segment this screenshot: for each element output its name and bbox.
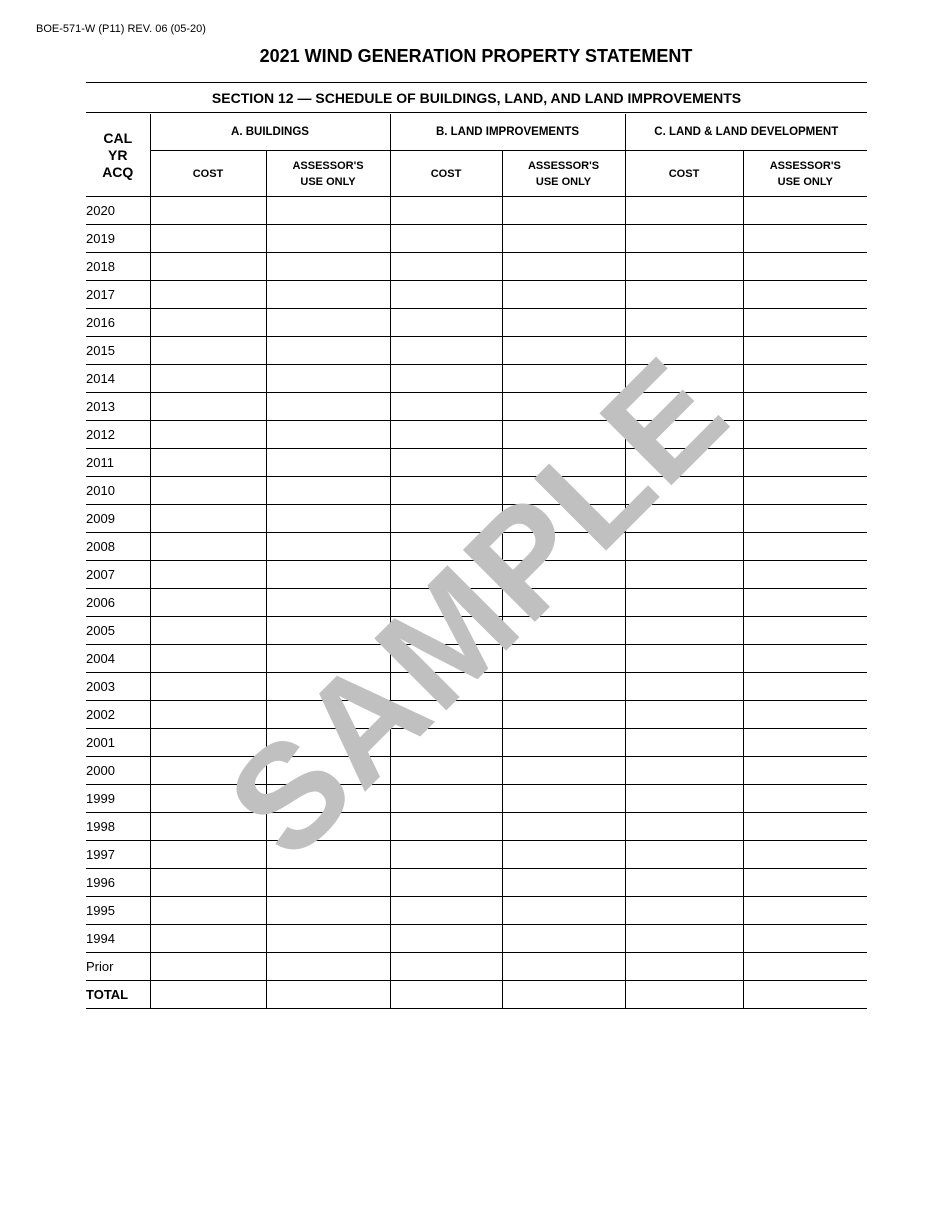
land-improvements-cost-cell[interactable] xyxy=(390,309,502,337)
buildings-cost-cell[interactable] xyxy=(150,281,266,309)
buildings-assessor-cell xyxy=(266,533,390,561)
buildings-assessor-cell xyxy=(266,617,390,645)
year-label: TOTAL xyxy=(86,981,150,1009)
year-label: 2010 xyxy=(86,477,150,505)
land-improvements-assessor-cell xyxy=(502,897,625,925)
assessor-header-line-2: USE ONLY xyxy=(777,175,833,188)
land-improvements-assessor-cell xyxy=(502,981,625,1009)
land-development-assessor-cell xyxy=(743,617,867,645)
land-improvements-assessor-cell xyxy=(502,253,625,281)
year-label: 1997 xyxy=(86,841,150,869)
land-improvements-assessor-header xyxy=(502,151,625,197)
land-development-cost-cell[interactable] xyxy=(625,673,743,701)
land-development-assessor-cell xyxy=(743,253,867,281)
land-improvements-cost-cell[interactable] xyxy=(390,561,502,589)
schedule-table xyxy=(86,114,867,1009)
buildings-assessor-cell xyxy=(266,337,390,365)
land-improvements-assessor-cell xyxy=(502,561,625,589)
sub-header-row xyxy=(86,151,867,197)
land-development-assessor-cell xyxy=(743,897,867,925)
land-development-assessor-cell xyxy=(743,729,867,757)
land-development-assessor-cell xyxy=(743,673,867,701)
land-improvements-assessor-cell xyxy=(502,337,625,365)
land-improvements-cost-cell[interactable] xyxy=(390,253,502,281)
group-header-buildings: A. BUILDINGS xyxy=(150,114,390,151)
year-label: 2004 xyxy=(86,645,150,673)
buildings-assessor-cell xyxy=(266,365,390,393)
table-row xyxy=(86,393,867,421)
buildings-assessor-cell xyxy=(266,225,390,253)
table-row xyxy=(86,589,867,617)
land-development-assessor-cell xyxy=(743,477,867,505)
buildings-assessor-cell xyxy=(266,561,390,589)
table-row xyxy=(86,337,867,365)
year-label: 2005 xyxy=(86,617,150,645)
land-development-cost-cell[interactable] xyxy=(625,281,743,309)
land-improvements-assessor-cell xyxy=(502,953,625,981)
buildings-cost-cell[interactable] xyxy=(150,365,266,393)
assessor-header-line-1: ASSESSOR'S xyxy=(292,159,364,172)
buildings-cost-cell[interactable] xyxy=(150,561,266,589)
land-improvements-cost-cell[interactable] xyxy=(390,981,502,1009)
year-label: 2017 xyxy=(86,281,150,309)
land-development-assessor-header xyxy=(743,151,867,197)
land-development-assessor-cell xyxy=(743,785,867,813)
land-improvements-cost-cell[interactable] xyxy=(390,953,502,981)
buildings-assessor-cell xyxy=(266,925,390,953)
land-development-cost-cell[interactable] xyxy=(625,365,743,393)
buildings-assessor-cell xyxy=(266,197,390,225)
table-row xyxy=(86,505,867,533)
land-development-assessor-cell xyxy=(743,197,867,225)
table-row xyxy=(86,253,867,281)
land-improvements-assessor-cell xyxy=(502,421,625,449)
land-improvements-cost-cell[interactable] xyxy=(390,841,502,869)
land-development-cost-cell[interactable] xyxy=(625,785,743,813)
buildings-assessor-header xyxy=(266,151,390,197)
table-row xyxy=(86,561,867,589)
buildings-assessor-cell xyxy=(266,757,390,785)
land-development-assessor-cell xyxy=(743,869,867,897)
table-row xyxy=(86,701,867,729)
buildings-cost-cell[interactable] xyxy=(150,841,266,869)
table-row xyxy=(86,841,867,869)
table-row xyxy=(86,757,867,785)
buildings-cost-cell[interactable] xyxy=(150,393,266,421)
land-development-assessor-cell xyxy=(743,225,867,253)
land-development-cost-cell[interactable] xyxy=(625,533,743,561)
sample-watermark: SAMPLE xyxy=(197,327,759,889)
table-row xyxy=(86,953,867,981)
buildings-cost-cell[interactable] xyxy=(150,309,266,337)
year-label: 2016 xyxy=(86,309,150,337)
land-development-cost-cell[interactable] xyxy=(625,925,743,953)
land-improvements-assessor-cell xyxy=(502,645,625,673)
year-label: 2013 xyxy=(86,393,150,421)
cal-header-line-3: ACQ xyxy=(102,163,134,180)
year-label: 2018 xyxy=(86,253,150,281)
land-improvements-cost-cell[interactable] xyxy=(390,197,502,225)
buildings-cost-cell[interactable] xyxy=(150,449,266,477)
buildings-assessor-cell xyxy=(266,589,390,617)
table-row xyxy=(86,869,867,897)
year-label: 2019 xyxy=(86,225,150,253)
land-improvements-cost-cell[interactable] xyxy=(390,897,502,925)
land-improvements-cost-cell[interactable] xyxy=(390,645,502,673)
buildings-cost-cell[interactable] xyxy=(150,673,266,701)
buildings-cost-cell[interactable] xyxy=(150,785,266,813)
land-development-cost-cell[interactable] xyxy=(625,393,743,421)
land-improvements-assessor-cell xyxy=(502,505,625,533)
year-label: 2009 xyxy=(86,505,150,533)
year-label: 2011 xyxy=(86,449,150,477)
table-row xyxy=(86,981,867,1009)
land-improvements-cost-cell[interactable] xyxy=(390,673,502,701)
table-row xyxy=(86,729,867,757)
land-improvements-cost-cell[interactable] xyxy=(390,617,502,645)
year-label: 1996 xyxy=(86,869,150,897)
buildings-cost-cell[interactable] xyxy=(150,589,266,617)
buildings-assessor-cell xyxy=(266,785,390,813)
land-development-assessor-cell xyxy=(743,309,867,337)
buildings-cost-cell[interactable] xyxy=(150,981,266,1009)
buildings-assessor-cell xyxy=(266,813,390,841)
year-label: 2001 xyxy=(86,729,150,757)
buildings-assessor-cell xyxy=(266,953,390,981)
table-row xyxy=(86,365,867,393)
land-improvements-assessor-cell xyxy=(502,309,625,337)
land-improvements-cost-cell[interactable] xyxy=(390,337,502,365)
schedule-body xyxy=(86,197,867,1009)
land-improvements-assessor-cell xyxy=(502,281,625,309)
buildings-assessor-cell xyxy=(266,281,390,309)
land-development-assessor-cell xyxy=(743,337,867,365)
year-label: 2015 xyxy=(86,337,150,365)
buildings-assessor-cell xyxy=(266,309,390,337)
land-improvements-cost-cell[interactable] xyxy=(390,785,502,813)
assessor-header-line-2: USE ONLY xyxy=(535,175,592,188)
land-improvements-cost-cell[interactable] xyxy=(390,449,502,477)
table-row xyxy=(86,533,867,561)
land-development-cost-cell[interactable] xyxy=(625,505,743,533)
year-label: 2012 xyxy=(86,421,150,449)
cal-header-line-2: YR xyxy=(108,146,128,163)
land-development-cost-cell[interactable] xyxy=(625,617,743,645)
land-development-assessor-cell xyxy=(743,925,867,953)
land-improvements-cost-cell[interactable] xyxy=(390,729,502,757)
group-header-land-development: C. LAND & LAND DEVELOPMENT xyxy=(625,114,867,151)
table-row xyxy=(86,449,867,477)
land-improvements-assessor-cell xyxy=(502,365,625,393)
buildings-cost-cell[interactable] xyxy=(150,869,266,897)
land-improvements-cost-cell[interactable] xyxy=(390,365,502,393)
buildings-cost-cell[interactable] xyxy=(150,729,266,757)
land-development-cost-cell[interactable] xyxy=(625,981,743,1009)
land-improvements-assessor-cell xyxy=(502,757,625,785)
buildings-cost-cell[interactable] xyxy=(150,757,266,785)
buildings-cost-cell[interactable] xyxy=(150,253,266,281)
buildings-assessor-cell xyxy=(266,449,390,477)
land-improvements-cost-cell[interactable] xyxy=(390,505,502,533)
buildings-assessor-cell xyxy=(266,897,390,925)
buildings-assessor-cell xyxy=(266,421,390,449)
land-improvements-cost-cell[interactable] xyxy=(390,589,502,617)
buildings-cost-cell[interactable] xyxy=(150,505,266,533)
land-development-cost-cell[interactable] xyxy=(625,813,743,841)
land-development-assessor-cell xyxy=(743,841,867,869)
page-title: 2021 WIND GENERATION PROPERTY STATEMENT xyxy=(259,46,693,66)
land-improvements-cost-header: COST xyxy=(390,151,502,197)
land-development-cost-cell[interactable] xyxy=(625,841,743,869)
year-label: 2002 xyxy=(86,701,150,729)
year-label: 2006 xyxy=(86,589,150,617)
land-development-cost-cell[interactable] xyxy=(625,561,743,589)
buildings-assessor-cell xyxy=(266,701,390,729)
section-title: SECTION 12 — SCHEDULE OF BUILDINGS, LAND, AND LAND IMPROVEMENTS xyxy=(86,82,867,113)
land-development-cost-cell[interactable] xyxy=(625,337,743,365)
land-development-assessor-cell xyxy=(743,281,867,309)
land-improvements-assessor-cell xyxy=(502,925,625,953)
buildings-cost-cell[interactable] xyxy=(150,197,266,225)
land-development-assessor-cell xyxy=(743,645,867,673)
group-header-land-improvements: B. LAND IMPROVEMENTS xyxy=(390,114,625,151)
land-improvements-cost-cell[interactable] xyxy=(390,533,502,561)
buildings-cost-cell[interactable] xyxy=(150,617,266,645)
land-development-cost-cell[interactable] xyxy=(625,225,743,253)
buildings-assessor-cell xyxy=(266,729,390,757)
assessor-header-line-2: USE ONLY xyxy=(300,175,356,188)
table-row xyxy=(86,197,867,225)
land-improvements-assessor-cell xyxy=(502,673,625,701)
land-improvements-assessor-cell xyxy=(502,589,625,617)
table-row xyxy=(86,673,867,701)
assessor-header-line-1: ASSESSOR'S xyxy=(769,159,841,172)
land-improvements-assessor-cell xyxy=(502,225,625,253)
land-development-cost-cell[interactable] xyxy=(625,589,743,617)
land-improvements-cost-cell[interactable] xyxy=(390,701,502,729)
land-improvements-assessor-cell xyxy=(502,785,625,813)
buildings-cost-cell[interactable] xyxy=(150,421,266,449)
land-improvements-assessor-cell xyxy=(502,449,625,477)
year-label: 1998 xyxy=(86,813,150,841)
land-improvements-cost-cell[interactable] xyxy=(390,925,502,953)
table-row xyxy=(86,617,867,645)
land-improvements-cost-cell[interactable] xyxy=(390,393,502,421)
table-row xyxy=(86,281,867,309)
land-improvements-assessor-cell xyxy=(502,813,625,841)
year-label: Prior xyxy=(86,953,150,981)
land-development-assessor-cell xyxy=(743,953,867,981)
land-development-assessor-cell xyxy=(743,449,867,477)
table-row xyxy=(86,925,867,953)
land-development-assessor-cell xyxy=(743,813,867,841)
land-development-cost-cell[interactable] xyxy=(625,421,743,449)
land-development-cost-cell[interactable] xyxy=(625,645,743,673)
land-improvements-assessor-cell xyxy=(502,701,625,729)
land-development-cost-cell[interactable] xyxy=(625,309,743,337)
land-improvements-cost-cell[interactable] xyxy=(390,421,502,449)
land-development-assessor-cell xyxy=(743,505,867,533)
buildings-assessor-cell xyxy=(266,869,390,897)
land-improvements-assessor-cell xyxy=(502,617,625,645)
table-row xyxy=(86,421,867,449)
land-development-cost-cell[interactable] xyxy=(625,897,743,925)
buildings-cost-cell[interactable] xyxy=(150,477,266,505)
year-label: 2008 xyxy=(86,533,150,561)
form-id: BOE-571-W (P11) REV. 06 (05-20) xyxy=(36,23,206,35)
land-development-cost-header: COST xyxy=(625,151,743,197)
land-development-assessor-cell xyxy=(743,365,867,393)
buildings-assessor-cell xyxy=(266,841,390,869)
buildings-cost-cell[interactable] xyxy=(150,533,266,561)
land-development-assessor-cell xyxy=(743,533,867,561)
land-improvements-assessor-cell xyxy=(502,869,625,897)
table-row xyxy=(86,785,867,813)
buildings-cost-cell[interactable] xyxy=(150,645,266,673)
year-label: 2007 xyxy=(86,561,150,589)
land-improvements-cost-cell[interactable] xyxy=(390,757,502,785)
table-row xyxy=(86,813,867,841)
land-improvements-assessor-cell xyxy=(502,393,625,421)
land-development-cost-cell[interactable] xyxy=(625,449,743,477)
table-row xyxy=(86,897,867,925)
land-improvements-assessor-cell xyxy=(502,729,625,757)
table-row xyxy=(86,645,867,673)
buildings-cost-cell[interactable] xyxy=(150,701,266,729)
land-improvements-assessor-cell xyxy=(502,841,625,869)
buildings-assessor-cell xyxy=(266,253,390,281)
year-label: 2000 xyxy=(86,757,150,785)
land-development-assessor-cell xyxy=(743,561,867,589)
year-label: 1999 xyxy=(86,785,150,813)
year-label: 1994 xyxy=(86,925,150,953)
year-label: 2020 xyxy=(86,197,150,225)
land-improvements-assessor-cell xyxy=(502,533,625,561)
land-development-assessor-cell xyxy=(743,393,867,421)
cal-header-line-1: CAL xyxy=(103,129,133,146)
land-improvements-assessor-cell xyxy=(502,197,625,225)
table-row xyxy=(86,477,867,505)
land-development-assessor-cell xyxy=(743,589,867,617)
buildings-cost-header: COST xyxy=(150,151,266,197)
land-development-assessor-cell xyxy=(743,701,867,729)
land-development-cost-cell[interactable] xyxy=(625,253,743,281)
land-improvements-cost-cell[interactable] xyxy=(390,869,502,897)
table-row xyxy=(86,309,867,337)
land-development-cost-cell[interactable] xyxy=(625,197,743,225)
land-development-assessor-cell xyxy=(743,981,867,1009)
buildings-cost-cell[interactable] xyxy=(150,813,266,841)
land-development-cost-cell[interactable] xyxy=(625,757,743,785)
land-development-assessor-cell xyxy=(743,757,867,785)
cal-yr-acq-header xyxy=(86,114,150,197)
buildings-cost-cell[interactable] xyxy=(150,925,266,953)
year-label: 1995 xyxy=(86,897,150,925)
buildings-assessor-cell xyxy=(266,505,390,533)
land-improvements-cost-cell[interactable] xyxy=(390,477,502,505)
buildings-assessor-cell xyxy=(266,981,390,1009)
buildings-cost-cell[interactable] xyxy=(150,953,266,981)
land-improvements-assessor-cell xyxy=(502,477,625,505)
year-label: 2014 xyxy=(86,365,150,393)
land-development-cost-cell[interactable] xyxy=(625,869,743,897)
land-improvements-cost-cell[interactable] xyxy=(390,813,502,841)
buildings-assessor-cell xyxy=(266,673,390,701)
land-development-assessor-cell xyxy=(743,421,867,449)
buildings-cost-cell[interactable] xyxy=(150,225,266,253)
table-row xyxy=(86,225,867,253)
land-improvements-cost-cell[interactable] xyxy=(390,281,502,309)
buildings-assessor-cell xyxy=(266,477,390,505)
land-development-cost-cell[interactable] xyxy=(625,953,743,981)
year-label: 2003 xyxy=(86,673,150,701)
buildings-cost-cell[interactable] xyxy=(150,337,266,365)
assessor-header-line-1: ASSESSOR'S xyxy=(527,159,600,172)
buildings-assessor-cell xyxy=(266,393,390,421)
land-development-cost-cell[interactable] xyxy=(625,729,743,757)
buildings-cost-cell[interactable] xyxy=(150,897,266,925)
land-improvements-cost-cell[interactable] xyxy=(390,225,502,253)
land-development-cost-cell[interactable] xyxy=(625,701,743,729)
buildings-assessor-cell xyxy=(266,645,390,673)
land-development-cost-cell[interactable] xyxy=(625,477,743,505)
